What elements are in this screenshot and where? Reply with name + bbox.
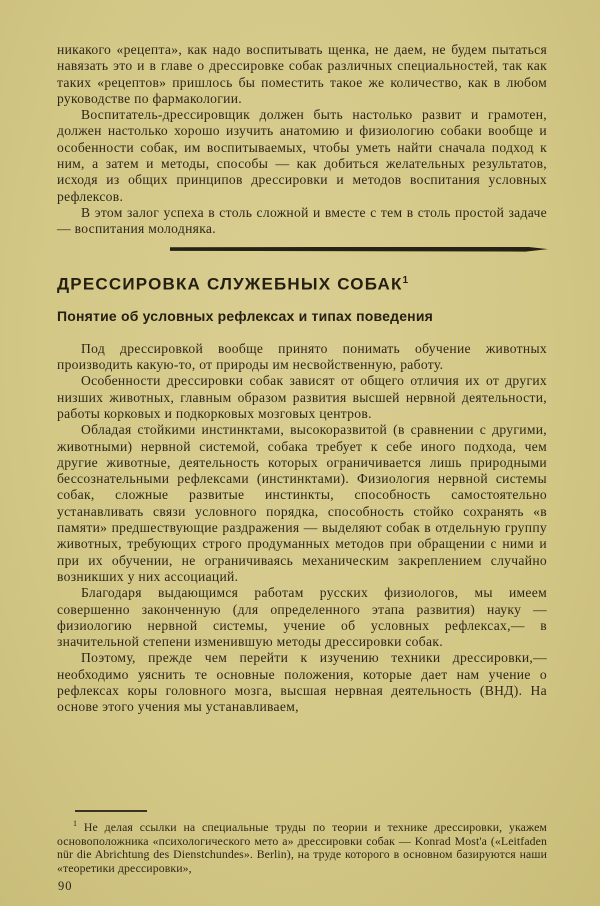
footnote xyxy=(57,817,547,876)
page-number: 90 xyxy=(58,878,73,893)
footnote-separator-rule xyxy=(75,810,147,812)
paragraph: Благодаря выдающимся работам русских физиологов, мы имеем совершенно законченную (для определенного этапа развития) науку — физиологию нервной системы, учение об условных рефлексах,— в значительной степени изменившую методы дрессировки собак. xyxy=(57,585,547,650)
paragraph: Под дрессировкой вообще принято понимать обучение животных производить какую-то, от природы им несвойственную, работу. xyxy=(57,340,547,373)
body-section xyxy=(57,341,547,716)
chapter-heading xyxy=(57,273,547,293)
chapter-heading-text: ДРЕССИРОВКА СЛУЖЕБНЫХ СОБАК xyxy=(57,274,403,294)
paragraph: Обладая стойкими инстинктами, высокоразвитой (в сравнении с другими, животными) нервной системой, собака требует к себе иного подхода, чем другие животные, деятельность которых ограничивается лишь природными бессознательными рефлексами (инстинктами). Физиология нервной системы собак, сложные развитые инстинкты, способность самостоятельно устанавливать связи условного порядка, способность стойко сохранять «в памяти» предшествующие раздражения — выделяют собак в отдельную группу животных, требующих строго продуманных методов при обращении с ними и при их обучении, не ограничиваясь механическим закреплением случайно возникших у них ассоциаций. xyxy=(57,422,547,584)
footnote-text: Не делая ссылки на специальные труды по теории и технике дрессировки, укажем основоположника «психологического мето а» дрессировки собак — Konrad Most'a («Leitfaden nür die Abrichtung des Dienstchundes». Berlin), на труде которого в основном базируются наши «теоретики дрессировки», xyxy=(57,819,547,876)
footnote-area xyxy=(57,810,547,876)
footnote-marker: 1 xyxy=(73,818,78,828)
paragraph: Особенности дрессировки собак зависят от общего отличия их от других низших животных, главным образом развития высшей нервной деятельности, работы корковых и подкорковых мозговых центров. xyxy=(57,373,547,421)
paragraph: Воспитатель-дрессировщик должен быть настолько развит и грамотен, должен настолько хорошо изучить анатомию и физиологию собаки вообще и особенности собак, им воспитываемых, чтобы уметь найти сначала подход к ним, а затем и методы, способы — как добиться желательных результатов, исходя из общих принципов дрессировки и методов воспитания условных рефлексов. xyxy=(57,107,547,204)
section-heading: Понятие об условных рефлексах и типах поведения xyxy=(57,307,434,324)
footnote-reference: 1 xyxy=(402,274,409,286)
paragraph: Поэтому, прежде чем перейти к изучению техники дрессировки,— необходимо уяснить те основные положения, которые дает нам учение о рефлексах коры головного мозга, высшая нервная деятельность (ВНД). На основе этого учения мы устанавливаем, xyxy=(57,650,547,715)
paragraph: никакого «рецепта», как надо воспитывать щенка, не даем, не будем пытаться навязать это и в главе о дрессировке собак различных специальностей, так как таких «рецептов» пришлось бы поместить такое же количество, как в любом руководстве по фармакологии. xyxy=(57,42,547,106)
paragraph: В этом залог успеха в столь сложной и вместе с тем в столь простой задаче — воспитания молодняка. xyxy=(57,204,547,237)
section-divider-rule xyxy=(170,247,548,252)
intro-section xyxy=(57,42,547,238)
